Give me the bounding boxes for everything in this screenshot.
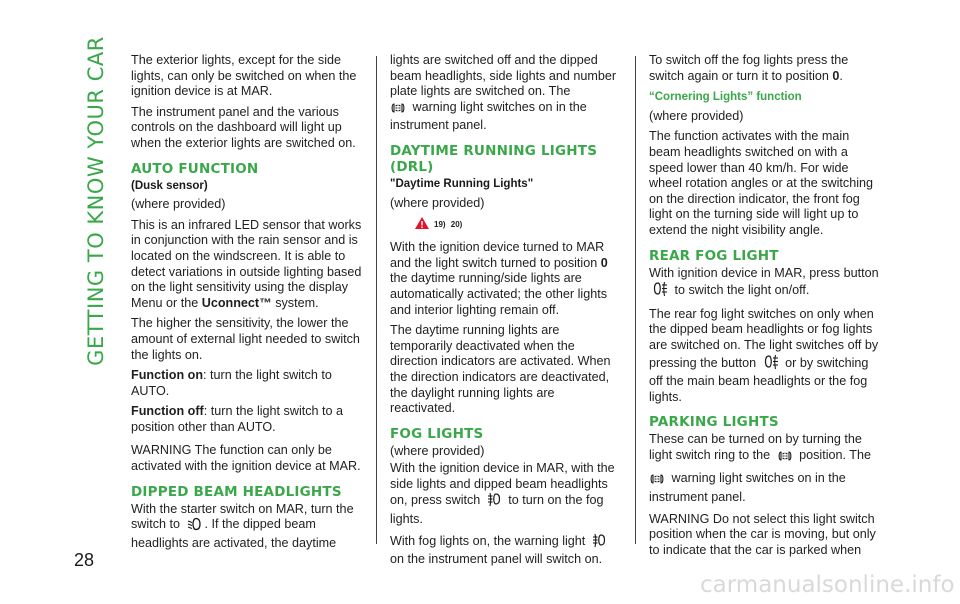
cornering-where-provided: (where provided) [649,108,744,123]
column-2 [390,53,622,573]
side-lights-icon [777,450,793,467]
rear-fog-paragraph-1: With ignition device in MAR, press button to switch the light on/off. [649,266,881,302]
auto-description: This is an infrared LED sensor that works in conjunction with the rain sensor and is located on the windscreen. It is able to detect variations in outside lighting based on the light sensitivity using the display Menu or the Uconnect™ system. [131,217,362,310]
drl-warning-references [414,216,622,234]
dipped-beam-icon [187,517,202,536]
drl-where-provided: (where provided) [390,195,485,210]
drl-subheading: "Daytime Running Lights" [390,177,534,190]
cornering-lights-heading: “Cornering Lights” function [649,91,802,104]
parking-warning: WARNING Do not select this light switch position when the car is moving, but only to indicate that the car is parked when [649,511,876,557]
rear-fog-heading: REAR FOG LIGHT [649,247,779,264]
chapter-title: GETTING TO KNOW YOUR CAR [84,36,108,366]
auto-function-subheading: (Dusk sensor) [131,179,208,192]
fog-where-provided: (where provided) [390,443,485,458]
function-on: Function on: turn the light switch to AUTO. [131,368,332,398]
front-fog-icon [487,492,502,512]
side-lights-icon [390,102,406,119]
dipped-beam-continued: lights are switched off and the dipped beam headlights, side lights and number plate lights are switched on. The warning light switches on in the instrument panel. [390,53,617,133]
watermark: carmanualsonline.info [700,572,955,598]
fog-off-paragraph: To switch off the fog lights press the switch again or turn it to position 0. [649,53,849,83]
parking-paragraph-1: These can be turned on by turning the light switch ring to the position. The [649,432,881,466]
parking-paragraph-2: warning light switches on in the instrument panel. [649,471,846,505]
front-fog-warning-icon [592,533,607,553]
cornering-paragraph: The function activates with the main beam headlights switched on with a speed lower than 40 km/h. For wide wheel rotation angles or at the switching on the direction indicator, the front fog light on the turning side will light up to extend the night visibility angle. [649,129,874,237]
sensitivity-paragraph: The higher the sensitivity, the lower the amount of external light needed to switch the lights on. [131,316,360,362]
column-3 [649,53,881,563]
column-divider [635,56,636,544]
fog-lights-heading: FOG LIGHTS [390,425,484,442]
function-off: Function off: turn the light switch to a position other than AUTO. [131,404,344,434]
intro-paragraph: The exterior lights, except for the side lights, can only be switched on when the ignition device is at MAR. [131,53,357,99]
rear-fog-paragraph-2: The rear fog light switches on only when the dipped beam headlights or fog lights are switched on. The light switches off by pressing the button or by switching off the main beam headlights or the fog lights. [649,306,879,404]
auto-function-heading: AUTO FUNCTION [131,160,259,177]
drl-paragraph-2: The daytime running lights are temporarily deactivated when the direction indicators are activated. When the direction indicators are deactivated, the daylight running lights are reactivated. [390,323,611,416]
drl-paragraph-1: With the ignition device turned to MAR and the light switch turned to position 0 the daytime running/side lights are automatically activated; the other lights and interior lighting remain off. [390,240,608,317]
rear-fog-icon [652,281,668,302]
drl-heading: DAYTIME RUNNING LIGHTS (DRL) [390,142,598,175]
dipped-beam-heading: DIPPED BEAM HEADLIGHTS [131,483,342,500]
column-1 [131,53,363,556]
rear-fog-button-icon [763,354,779,375]
fog-paragraph-1: With the ignition device in MAR, with the side lights and dipped beam headlights on, press switch to turn on the fog lights. [390,461,615,527]
intro-paragraph-2: The instrument panel and the various controls on the dashboard will light up when the exterior lights are switched on. [131,104,356,150]
footnote-references: 19) 20) [434,220,463,230]
side-lights-warning-icon [649,473,665,490]
page-number: 28 [74,550,95,570]
column-divider [376,56,377,544]
uconnect-brand: Uconnect™ [201,295,272,310]
chapter-side-tab [70,36,122,366]
fog-paragraph-2: With fog lights on, the warning light on the instrument panel will switch on. [390,533,622,568]
auto-warning: WARNING The function can only be activated with the ignition device at MAR. [131,443,361,474]
auto-where-provided: (where provided) [131,197,226,212]
parking-lights-heading: PARKING LIGHTS [649,414,779,431]
dipped-beam-paragraph: With the starter switch on MAR, turn the switch to . If the dipped beam headlights are activated, the daytime [131,501,354,550]
warning-triangle-icon [414,216,430,235]
